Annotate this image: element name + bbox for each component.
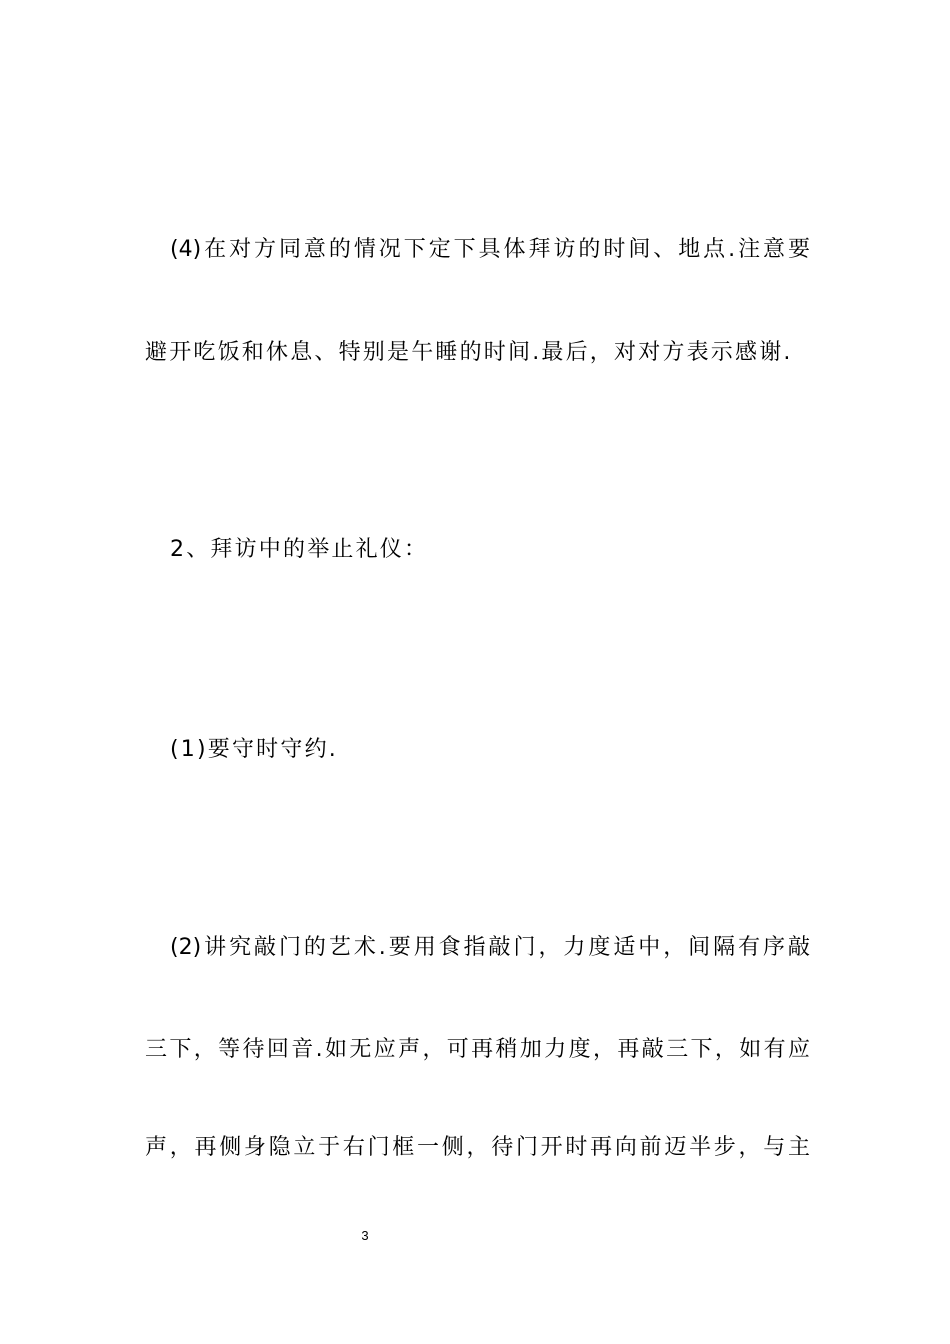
paragraph-2-line-1: (2)讲究敲门的艺术.要用食指敲门，力度适中，间隔有序敲 (170, 935, 810, 960)
page-number: 3 (361, 1228, 369, 1243)
paragraph-1-line-1: (1)要守时守约. (170, 737, 338, 762)
paragraph-4-line-2: 避开吃饭和休息、特别是午睡的时间.最后，对对方表示感谢. (145, 340, 793, 365)
paragraph-2-line-2: 三下，等待回音.如无应声，可再稍加力度，再敲三下，如有应 (145, 1037, 810, 1062)
section-heading-2: 2、拜访中的举止礼仪： (170, 537, 429, 562)
paragraph-4-line-1: (4)在对方同意的情况下定下具体拜访的时间、地点.注意要 (170, 237, 810, 262)
paragraph-2-line-3: 声，再侧身隐立于右门框一侧，待门开时再向前迈半步，与主 (145, 1135, 810, 1160)
